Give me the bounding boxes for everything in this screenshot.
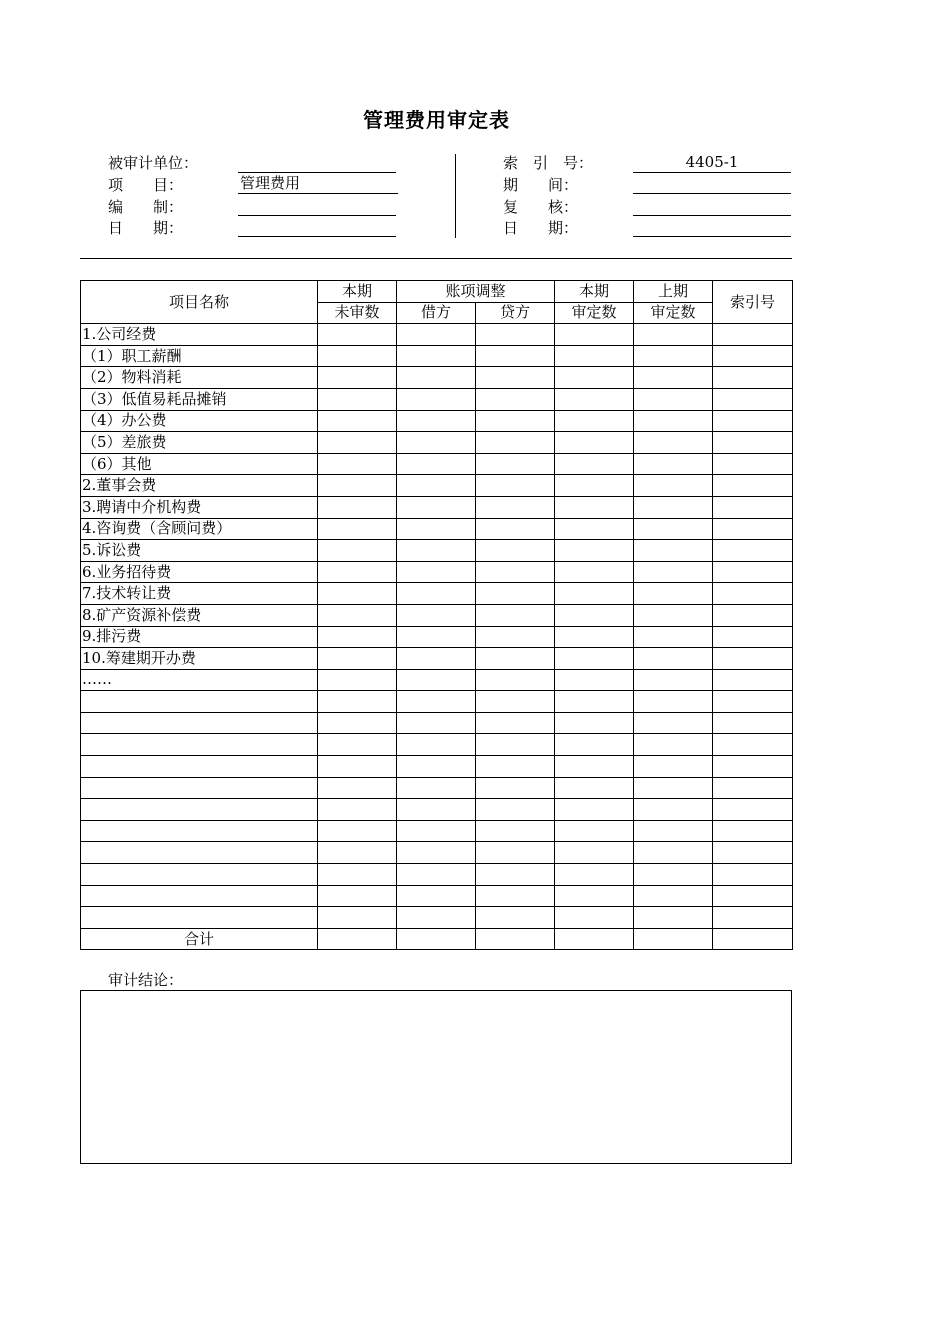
table-cell[interactable] [713, 561, 793, 583]
table-cell[interactable] [634, 712, 713, 734]
table-row [81, 648, 793, 670]
row-item-name: 10.筹建期开办费 [81, 648, 318, 670]
table-row [81, 432, 793, 454]
table-row [81, 583, 793, 605]
prepared-by-label: 编 制： [108, 198, 184, 216]
row-item-name: 8.矿产资源补偿费 [81, 604, 318, 626]
col-header-audited-2: 审定数 [555, 302, 634, 324]
table-row [81, 885, 793, 907]
row-item-name [81, 864, 318, 886]
table-cell[interactable] [318, 799, 397, 821]
table-cell[interactable] [555, 842, 634, 864]
table-cell[interactable] [397, 453, 476, 475]
table-cell[interactable] [713, 691, 793, 713]
table-cell[interactable] [397, 324, 476, 346]
table-cell[interactable] [397, 907, 476, 929]
table-cell[interactable] [318, 756, 397, 778]
table-cell[interactable] [555, 540, 634, 562]
table-cell[interactable] [318, 691, 397, 713]
total-row [81, 928, 793, 950]
col-header-name: 项目名称 [81, 281, 318, 324]
row-item-name: 5.诉讼费 [81, 540, 318, 562]
table-cell[interactable] [476, 777, 555, 799]
table-cell[interactable] [634, 669, 713, 691]
row-item-name: …… [81, 669, 318, 691]
table-row [81, 367, 793, 389]
table-cell[interactable] [713, 583, 793, 605]
table-cell[interactable] [634, 388, 713, 410]
table-cell[interactable] [397, 475, 476, 497]
table-cell[interactable] [397, 885, 476, 907]
table-cell[interactable] [555, 432, 634, 454]
table-cell[interactable] [634, 432, 713, 454]
table-cell[interactable] [634, 885, 713, 907]
table-cell[interactable] [318, 496, 397, 518]
table-row [81, 842, 793, 864]
table-cell[interactable] [634, 648, 713, 670]
table-cell[interactable] [318, 518, 397, 540]
table-cell[interactable] [555, 626, 634, 648]
table-cell[interactable] [555, 345, 634, 367]
row-item-name: （2）物料消耗 [81, 367, 318, 389]
table-row [81, 777, 793, 799]
table-row [81, 820, 793, 842]
row-item-name [81, 777, 318, 799]
table-cell[interactable] [713, 864, 793, 886]
table-cell[interactable] [476, 432, 555, 454]
table-cell[interactable] [318, 604, 397, 626]
table-cell[interactable] [476, 734, 555, 756]
row-item-name: （5）差旅费 [81, 432, 318, 454]
table-cell[interactable] [555, 475, 634, 497]
table-cell[interactable] [476, 691, 555, 713]
table-cell[interactable] [476, 496, 555, 518]
table-cell[interactable] [713, 475, 793, 497]
table-cell[interactable] [476, 885, 555, 907]
table-cell[interactable] [397, 864, 476, 886]
table-cell[interactable] [397, 367, 476, 389]
table-cell[interactable] [476, 453, 555, 475]
table-cell[interactable] [555, 756, 634, 778]
row-item-name: 1.公司经费 [81, 324, 318, 346]
table-cell[interactable] [397, 648, 476, 670]
table-cell[interactable] [397, 583, 476, 605]
table-cell[interactable] [318, 540, 397, 562]
table-cell[interactable] [318, 669, 397, 691]
table-cell[interactable] [476, 345, 555, 367]
table-cell[interactable] [555, 496, 634, 518]
table-cell[interactable] [555, 518, 634, 540]
table-cell[interactable] [318, 712, 397, 734]
table-row [81, 864, 793, 886]
item-field[interactable]: 管理费用 [238, 174, 398, 194]
table-cell[interactable] [397, 345, 476, 367]
table-cell[interactable] [397, 540, 476, 562]
table-row [81, 604, 793, 626]
col-header-debit: 借方 [397, 302, 476, 324]
table-cell[interactable] [555, 712, 634, 734]
table-cell[interactable] [476, 756, 555, 778]
table-row [81, 410, 793, 432]
period-label: 期 间： [503, 176, 579, 194]
page-title: 管理费用审定表 [363, 108, 510, 132]
row-item-name [81, 756, 318, 778]
date-field-right[interactable] [633, 217, 791, 237]
table-cell[interactable] [397, 518, 476, 540]
table-cell[interactable] [713, 756, 793, 778]
table-cell[interactable] [713, 410, 793, 432]
total-cell[interactable] [397, 928, 476, 950]
table-cell[interactable] [318, 388, 397, 410]
table-cell[interactable] [397, 820, 476, 842]
reviewer-field[interactable] [633, 196, 791, 216]
table-cell[interactable] [555, 604, 634, 626]
table-cell[interactable] [713, 712, 793, 734]
table-cell[interactable] [318, 864, 397, 886]
table-cell[interactable] [634, 367, 713, 389]
date-label-right: 日 期： [503, 219, 579, 237]
table-cell[interactable] [476, 842, 555, 864]
table-cell[interactable] [634, 410, 713, 432]
header-divider [455, 154, 456, 238]
table-cell[interactable] [634, 842, 713, 864]
table-cell[interactable] [634, 324, 713, 346]
table-cell[interactable] [555, 453, 634, 475]
table-row [81, 756, 793, 778]
table-cell[interactable] [634, 604, 713, 626]
table-cell[interactable] [713, 432, 793, 454]
table-cell[interactable] [397, 669, 476, 691]
table-cell[interactable] [476, 604, 555, 626]
table-cell[interactable] [634, 907, 713, 929]
row-item-name: 3.聘请中介机构费 [81, 496, 318, 518]
table-cell[interactable] [397, 777, 476, 799]
total-cell[interactable] [555, 928, 634, 950]
total-cell[interactable] [713, 928, 793, 950]
table-cell[interactable] [318, 367, 397, 389]
table-cell[interactable] [318, 626, 397, 648]
row-item-name [81, 885, 318, 907]
table-cell[interactable] [713, 453, 793, 475]
table-cell[interactable] [476, 367, 555, 389]
table-cell[interactable] [634, 777, 713, 799]
table-cell[interactable] [476, 799, 555, 821]
table-row [81, 691, 793, 713]
table-row [81, 712, 793, 734]
table-cell[interactable] [476, 583, 555, 605]
table-cell[interactable] [555, 367, 634, 389]
table-cell[interactable] [634, 799, 713, 821]
table-cell[interactable] [555, 885, 634, 907]
period-field[interactable] [633, 174, 791, 194]
table-cell[interactable] [713, 799, 793, 821]
col-header-ref: 索引号 [713, 281, 793, 324]
table-cell[interactable] [555, 907, 634, 929]
table-cell[interactable] [713, 885, 793, 907]
table-cell[interactable] [634, 756, 713, 778]
reviewer-label: 复 核： [503, 198, 579, 216]
table-cell[interactable] [476, 475, 555, 497]
table-row [81, 388, 793, 410]
table-row [81, 453, 793, 475]
table-cell[interactable] [318, 561, 397, 583]
table-cell[interactable] [476, 907, 555, 929]
table-cell[interactable] [713, 540, 793, 562]
row-item-name [81, 691, 318, 713]
audited-unit-field[interactable] [238, 153, 396, 173]
table-cell[interactable] [713, 842, 793, 864]
table-cell[interactable] [713, 345, 793, 367]
table-cell[interactable] [555, 561, 634, 583]
table-row [81, 345, 793, 367]
table-cell[interactable] [318, 842, 397, 864]
table-cell[interactable] [318, 583, 397, 605]
index-no-label: 索 引 号： [503, 154, 594, 172]
table-cell[interactable] [555, 410, 634, 432]
row-item-name: （3）低值易耗品摊销 [81, 388, 318, 410]
row-item-name: 2.董事会费 [81, 475, 318, 497]
table-cell[interactable] [476, 561, 555, 583]
row-item-name [81, 712, 318, 734]
table-cell[interactable] [476, 388, 555, 410]
item-label: 项 目： [108, 176, 184, 194]
table-cell[interactable] [634, 518, 713, 540]
table-cell[interactable] [555, 864, 634, 886]
table-row [81, 324, 793, 346]
table-cell[interactable] [476, 648, 555, 670]
row-item-name: 4.咨询费（含顾问费） [81, 518, 318, 540]
row-item-name [81, 820, 318, 842]
table-cell[interactable] [318, 324, 397, 346]
conclusion-box[interactable] [80, 990, 792, 1164]
table-cell[interactable] [713, 820, 793, 842]
col-header-prior-2: 审定数 [634, 302, 713, 324]
table-cell[interactable] [397, 604, 476, 626]
col-header-credit: 贷方 [476, 302, 555, 324]
table-cell[interactable] [634, 345, 713, 367]
table-cell[interactable] [634, 864, 713, 886]
table-cell[interactable] [397, 388, 476, 410]
table-cell[interactable] [634, 734, 713, 756]
table-cell[interactable] [476, 712, 555, 734]
table-cell[interactable] [318, 885, 397, 907]
table-cell[interactable] [713, 626, 793, 648]
col-header-adjust: 账项调整 [397, 281, 555, 303]
table-cell[interactable] [476, 518, 555, 540]
table-cell[interactable] [397, 799, 476, 821]
table-cell[interactable] [713, 604, 793, 626]
table-cell[interactable] [634, 626, 713, 648]
date-field-left[interactable] [238, 217, 396, 237]
table-cell[interactable] [713, 907, 793, 929]
total-cell[interactable] [476, 928, 555, 950]
table-cell[interactable] [634, 540, 713, 562]
table-cell[interactable] [634, 475, 713, 497]
table-cell[interactable] [476, 820, 555, 842]
table-cell[interactable] [476, 669, 555, 691]
table-cell[interactable] [713, 669, 793, 691]
table-cell[interactable] [555, 799, 634, 821]
table-cell[interactable] [555, 669, 634, 691]
table-cell[interactable] [397, 712, 476, 734]
row-item-name: 7.技术转让费 [81, 583, 318, 605]
table-cell[interactable] [318, 820, 397, 842]
row-item-name: 6.业务招待费 [81, 561, 318, 583]
table-row [81, 669, 793, 691]
prepared-by-field[interactable] [238, 196, 396, 216]
table-cell[interactable] [713, 648, 793, 670]
table-row [81, 799, 793, 821]
table-cell[interactable] [318, 432, 397, 454]
table-cell[interactable] [476, 324, 555, 346]
table-cell[interactable] [713, 777, 793, 799]
row-item-name [81, 799, 318, 821]
table-cell[interactable] [397, 756, 476, 778]
col-header-unaudited-1: 本期 [318, 281, 397, 303]
table-cell[interactable] [397, 496, 476, 518]
total-cell[interactable] [318, 928, 397, 950]
table-cell[interactable] [634, 691, 713, 713]
table-cell[interactable] [713, 367, 793, 389]
table-cell[interactable] [318, 475, 397, 497]
table-cell[interactable] [555, 777, 634, 799]
table-cell[interactable] [318, 777, 397, 799]
table-cell[interactable] [555, 583, 634, 605]
table-body [81, 324, 793, 929]
table-cell[interactable] [476, 540, 555, 562]
row-item-name: 9.排污费 [81, 626, 318, 648]
table-cell[interactable] [476, 864, 555, 886]
table-cell[interactable] [713, 734, 793, 756]
table-cell[interactable] [318, 453, 397, 475]
table-cell[interactable] [555, 820, 634, 842]
table-cell[interactable] [713, 496, 793, 518]
row-item-name [81, 842, 318, 864]
table-cell[interactable] [318, 734, 397, 756]
table-cell[interactable] [555, 734, 634, 756]
row-item-name: （4）办公费 [81, 410, 318, 432]
table-cell[interactable] [476, 626, 555, 648]
date-label-left: 日 期： [108, 219, 184, 237]
table-row [81, 518, 793, 540]
table-cell[interactable] [397, 842, 476, 864]
table-row [81, 475, 793, 497]
table-cell[interactable] [397, 626, 476, 648]
row-item-name: （1）职工薪酬 [81, 345, 318, 367]
table-cell[interactable] [713, 518, 793, 540]
header-rule [80, 258, 792, 259]
table-cell[interactable] [318, 345, 397, 367]
table-cell[interactable] [713, 388, 793, 410]
table-cell[interactable] [634, 453, 713, 475]
table-row [81, 496, 793, 518]
table-cell[interactable] [318, 648, 397, 670]
audit-table [80, 280, 793, 950]
table-cell[interactable] [555, 648, 634, 670]
row-item-name: （6）其他 [81, 453, 318, 475]
total-cell[interactable] [634, 928, 713, 950]
col-header-prior-1: 上期 [634, 281, 713, 303]
table-cell[interactable] [634, 561, 713, 583]
table-cell[interactable] [555, 691, 634, 713]
table-cell[interactable] [397, 691, 476, 713]
table-row [81, 907, 793, 929]
col-header-unaudited-2: 未审数 [318, 302, 397, 324]
audited-unit-label: 被审计单位： [108, 154, 199, 172]
table-cell[interactable] [713, 324, 793, 346]
table-row [81, 734, 793, 756]
table-cell[interactable] [634, 820, 713, 842]
table-cell[interactable] [397, 432, 476, 454]
table-cell[interactable] [634, 583, 713, 605]
table-cell[interactable] [318, 410, 397, 432]
table-cell[interactable] [555, 388, 634, 410]
table-cell[interactable] [555, 324, 634, 346]
table-row [81, 626, 793, 648]
row-item-name [81, 907, 318, 929]
table-row [81, 561, 793, 583]
table-row [81, 540, 793, 562]
row-item-name [81, 734, 318, 756]
table-cell[interactable] [318, 907, 397, 929]
table-cell[interactable] [397, 561, 476, 583]
conclusion-label: 审计结论： [108, 971, 184, 989]
table-cell[interactable] [634, 496, 713, 518]
col-header-audited-1: 本期 [555, 281, 634, 303]
table-cell[interactable] [476, 410, 555, 432]
table-cell[interactable] [397, 734, 476, 756]
table-cell[interactable] [397, 410, 476, 432]
index-no-field[interactable]: 4405-1 [633, 153, 791, 173]
total-label: 合计 [81, 928, 318, 950]
